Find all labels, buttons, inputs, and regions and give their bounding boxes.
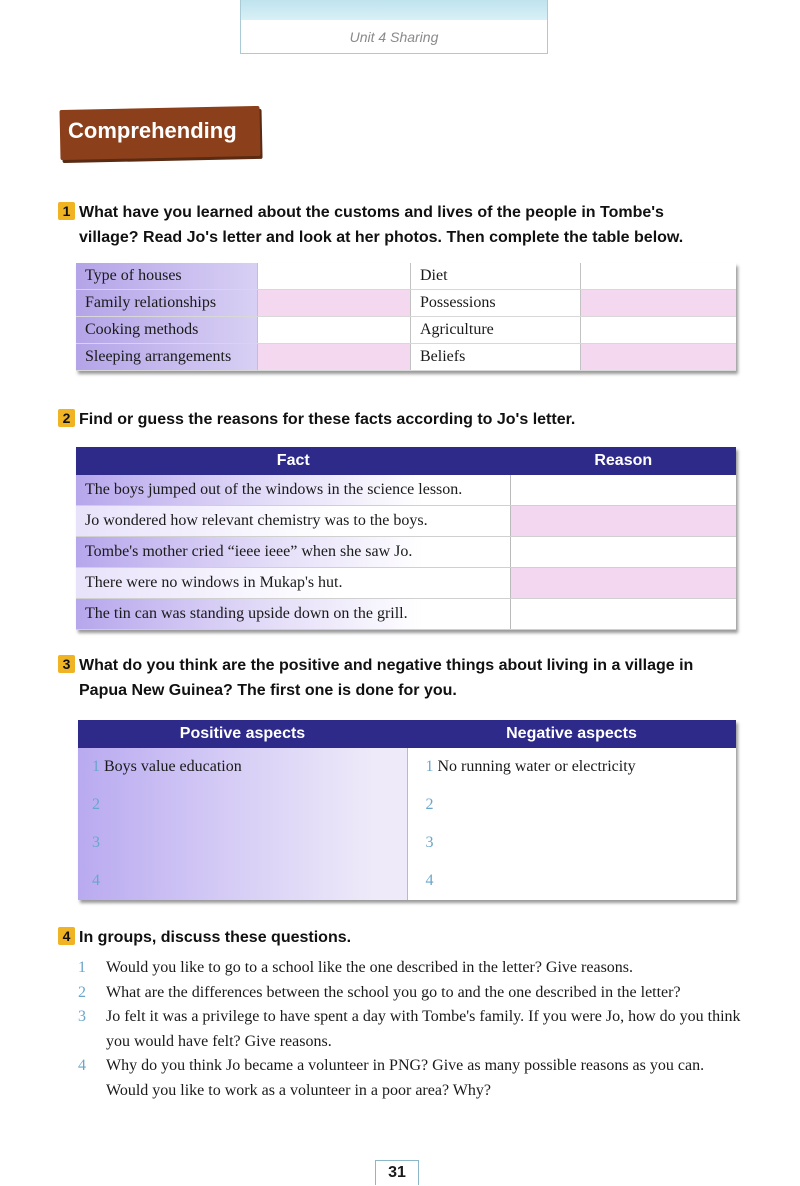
table-cell-label: Possessions	[411, 290, 581, 317]
table-cell-label: Sleeping arrangements	[76, 344, 258, 371]
row-number: 1	[425, 758, 434, 775]
question-3-line1: What do you think are the positive and negative things about living in a village in	[79, 657, 694, 674]
row-number: 4	[92, 872, 100, 889]
question-number-3: 3	[58, 655, 75, 673]
section-banner-title: Comprehending	[68, 118, 237, 143]
list-item	[78, 981, 748, 1006]
unit-label: Unit 4 Sharing	[349, 29, 439, 45]
negative-text: No running water or electricity	[437, 758, 636, 775]
positive-cell[interactable]	[78, 862, 407, 900]
table-row	[76, 599, 736, 630]
question-3	[58, 653, 748, 703]
table-header-row	[76, 447, 736, 475]
table-row	[76, 475, 736, 506]
table-row	[78, 824, 736, 862]
unit-header	[240, 0, 548, 54]
reason-cell[interactable]	[511, 506, 737, 537]
question-number-2: 2	[58, 409, 75, 427]
positive-cell[interactable]	[78, 824, 407, 862]
question-2-text: Find or guess the reasons for these facts according to Jo's letter.	[79, 411, 576, 428]
negative-cell[interactable]	[407, 786, 736, 824]
table-cell-label: Family relationships	[76, 290, 258, 317]
question-number-4: 4	[58, 927, 75, 945]
fact-cell: Tombe's mother cried “ieee ieee” when she saw Jo.	[76, 537, 511, 568]
fact-cell: The boys jumped out of the windows in the science lesson.	[76, 475, 511, 506]
answer-cell[interactable]	[581, 317, 737, 344]
item-number: 1	[78, 959, 86, 976]
question-1	[58, 200, 748, 250]
list-item	[78, 1005, 748, 1054]
answer-cell[interactable]	[581, 263, 737, 290]
negative-cell[interactable]	[407, 748, 736, 786]
table-row	[76, 506, 736, 537]
reason-cell[interactable]	[511, 599, 737, 630]
table-row	[76, 263, 736, 290]
table-row	[78, 862, 736, 900]
question-4-text: In groups, discuss these questions.	[79, 929, 352, 946]
table-row	[76, 568, 736, 599]
negative-cell[interactable]	[407, 824, 736, 862]
table-row	[78, 786, 736, 824]
positive-text: Boys value education	[104, 758, 242, 775]
row-number: 2	[92, 796, 100, 813]
item-number: 3	[78, 1008, 86, 1025]
question-3-line2: Papua New Guinea? The first one is done for you.	[79, 682, 457, 699]
column-header-positive: Positive aspects	[78, 720, 407, 748]
aspects-table	[78, 720, 736, 900]
item-number: 4	[78, 1057, 86, 1074]
row-number: 3	[92, 834, 100, 851]
answer-cell[interactable]	[258, 344, 411, 371]
answer-cell[interactable]	[581, 290, 737, 317]
answer-cell[interactable]	[258, 263, 411, 290]
positive-cell[interactable]	[78, 786, 407, 824]
answer-cell[interactable]	[258, 290, 411, 317]
item-text: Would you like to go to a school like the one described in the letter? Give reasons.	[106, 959, 634, 976]
column-header-reason: Reason	[511, 447, 737, 475]
row-number: 2	[425, 796, 434, 813]
question-1-line2: village? Read Jo's letter and look at her photos. Then complete the table below.	[79, 229, 684, 246]
table-cell-label: Diet	[411, 263, 581, 290]
fact-cell: The tin can was standing upside down on the grill.	[76, 599, 511, 630]
list-item	[78, 956, 748, 981]
row-number: 4	[425, 872, 434, 889]
answer-cell[interactable]	[258, 317, 411, 344]
row-number: 3	[425, 834, 434, 851]
page-number: 31	[375, 1160, 419, 1185]
table-row	[76, 317, 736, 344]
header-sky-image	[241, 0, 547, 20]
table-header-row	[78, 720, 736, 748]
table-row	[76, 290, 736, 317]
table-row	[78, 748, 736, 786]
question-4	[58, 925, 748, 950]
row-number: 1	[92, 758, 100, 775]
table-cell-label: Cooking methods	[76, 317, 258, 344]
table-row	[76, 537, 736, 568]
table-cell-label: Type of houses	[76, 263, 258, 290]
column-header-fact: Fact	[76, 447, 511, 475]
fact-cell: There were no windows in Mukap's hut.	[76, 568, 511, 599]
column-header-negative: Negative aspects	[407, 720, 736, 748]
negative-cell[interactable]	[407, 862, 736, 900]
table-row	[76, 344, 736, 371]
reason-cell[interactable]	[511, 475, 737, 506]
list-item	[78, 1054, 748, 1103]
discussion-list	[78, 956, 748, 1103]
fact-reason-table	[76, 447, 736, 630]
reason-cell[interactable]	[511, 537, 737, 568]
question-2	[58, 407, 748, 432]
item-text: What are the differences between the school you go to and the one described in the letter?	[106, 983, 681, 1001]
question-number-1: 1	[58, 202, 75, 220]
item-text: Jo felt it was a privilege to have spent a day with Tombe's family. If you were Jo, how do you think you would have felt? Give reasons.	[106, 1008, 741, 1050]
item-text: Why do you think Jo became a volunteer in PNG? Give as many possible reasons as you can. Would you like to work as a volunteer in a poor area? Why?	[106, 1057, 705, 1099]
customs-table	[76, 263, 736, 371]
table-cell-label: Agriculture	[411, 317, 581, 344]
question-1-line1: What have you learned about the customs and lives of the people in Tombe's	[79, 204, 664, 221]
answer-cell[interactable]	[581, 344, 737, 371]
reason-cell[interactable]	[511, 568, 737, 599]
positive-cell[interactable]	[78, 748, 407, 786]
item-number: 2	[78, 983, 86, 1001]
table-cell-label: Beliefs	[411, 344, 581, 371]
fact-cell: Jo wondered how relevant chemistry was to the boys.	[76, 506, 511, 537]
